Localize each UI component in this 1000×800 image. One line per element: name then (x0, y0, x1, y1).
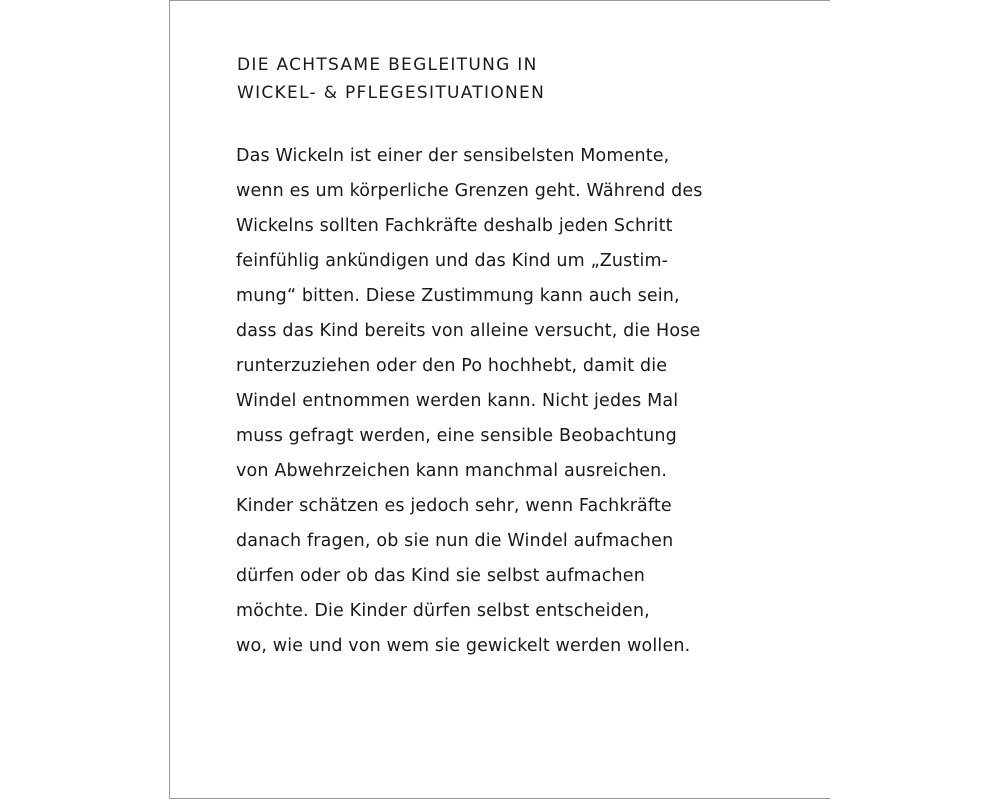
body-line: Windel entnommen werden kann. Nicht jedes Mal (236, 391, 679, 411)
body-paragraph (236, 139, 703, 664)
body-line: runterzuziehen oder den Po hochhebt, damit die (236, 356, 668, 376)
body-line: muss gefragt werden, eine sensible Beobachtung (236, 426, 677, 446)
heading-line: DIE ACHTSAME BEGLEITUNG IN (237, 55, 538, 75)
body-line: möchte. Die Kinder dürfen selbst entscheiden, (236, 601, 650, 621)
body-line: danach fragen, ob sie nun die Windel aufmachen (236, 531, 674, 551)
body-line: Kinder schätzen es jedoch sehr, wenn Fachkräfte (236, 496, 672, 516)
body-line: dass das Kind bereits von alleine versucht, die Hose (236, 321, 701, 341)
body-line: wenn es um körperliche Grenzen geht. Während des (236, 181, 703, 201)
body-line: von Abwehrzeichen kann manchmal ausreichen. (236, 461, 668, 481)
document-page (169, 0, 830, 799)
section-heading (237, 51, 545, 107)
body-line: wo, wie und von wem sie gewickelt werden wollen. (236, 636, 691, 656)
body-line: Wickelns sollten Fachkräfte deshalb jeden Schritt (236, 216, 673, 236)
body-line: feinfühlig ankündigen und das Kind um „Zustim- (236, 251, 669, 271)
body-line: mung“ bitten. Diese Zustimmung kann auch sein, (236, 286, 680, 306)
body-line: dürfen oder ob das Kind sie selbst aufmachen (236, 566, 645, 586)
body-line: Das Wickeln ist einer der sensibelsten Momente, (236, 146, 670, 166)
heading-line: WICKEL- & PFLEGESITUATIONEN (237, 83, 546, 103)
